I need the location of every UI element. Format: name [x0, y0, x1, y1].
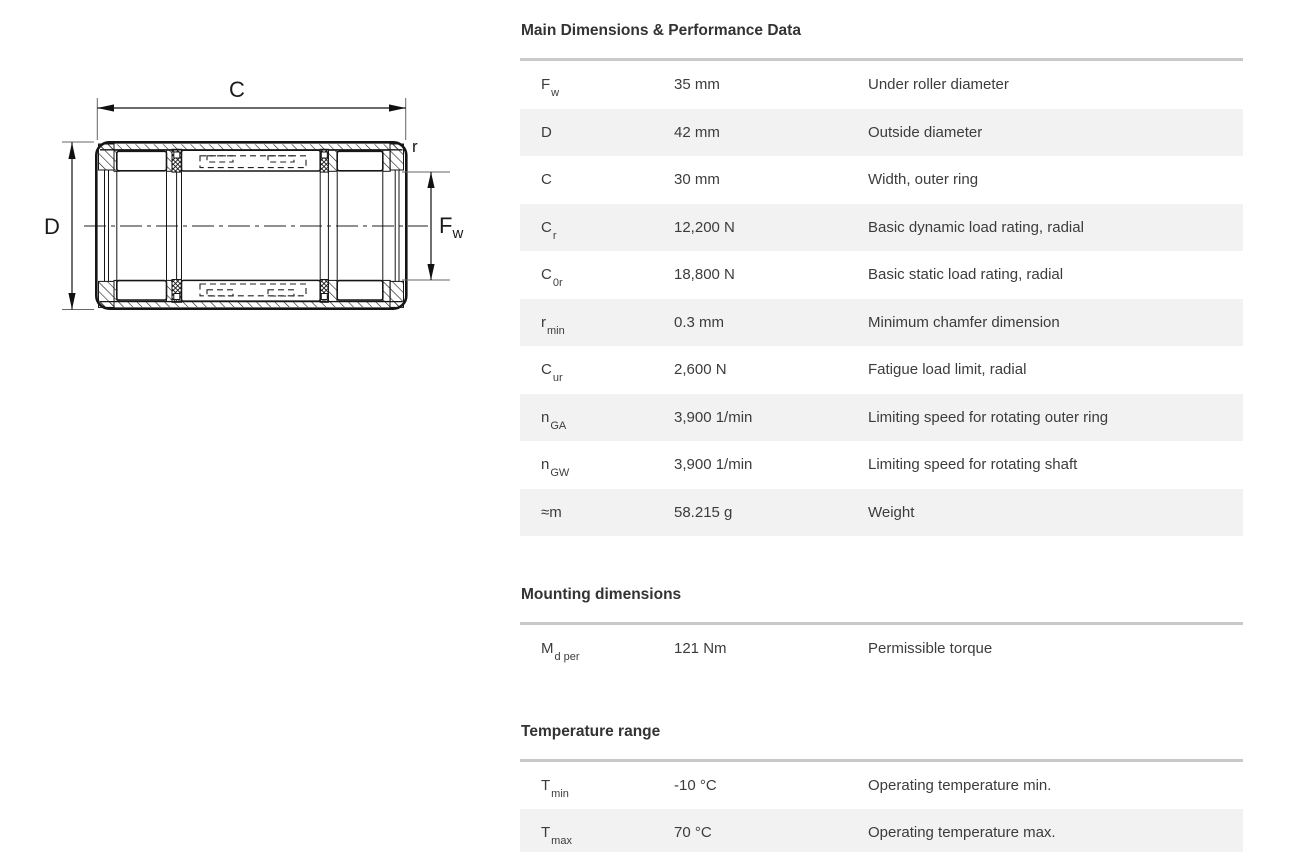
section-title: Mounting dimensions: [521, 586, 682, 603]
spec-description: Operating temperature max.: [868, 824, 1056, 842]
spec-value: 3,900 1/min: [674, 408, 753, 426]
table-row: [520, 299, 1243, 347]
spec-description: Basic dynamic load rating, radial: [868, 218, 1084, 236]
dim-label-bore: F: [439, 213, 453, 238]
spec-value: 2,600 N: [674, 361, 727, 379]
spec-symbol: $C_{0r}$: [541, 266, 563, 290]
spec-rows: [520, 762, 1243, 852]
spec-symbol: $C_r$: [541, 218, 557, 242]
spec-description: Outside diameter: [868, 123, 983, 141]
spec-value: 3,900 1/min: [674, 456, 753, 474]
spec-symbol: D: [541, 123, 552, 141]
section-temperature-range: [520, 673, 1243, 852]
table-row: [520, 61, 1243, 109]
table-row: [520, 346, 1243, 394]
section-title: Main Dimensions & Performance Data: [521, 22, 801, 39]
spec-value: 58.215 g: [674, 503, 733, 521]
spec-symbol: $T_{max}$: [541, 824, 572, 848]
dimension-width: [97, 77, 405, 140]
spec-value: 18,800 N: [674, 266, 735, 284]
section-mounting-dimensions: [520, 536, 1243, 673]
spec-value: 12,200 N: [674, 218, 735, 236]
spec-description: Limiting speed for rotating shaft: [868, 456, 1078, 474]
spec-value: 42 mm: [674, 123, 720, 141]
dim-label-chamfer-radius: r: [412, 137, 418, 156]
spec-value: 121 Nm: [674, 640, 727, 658]
svg-text:Fw: [439, 213, 463, 242]
table-row: [520, 394, 1243, 442]
table-row: [520, 625, 1243, 673]
spec-description: Basic static load rating, radial: [868, 266, 1064, 284]
table-row: [520, 204, 1243, 252]
spec-value: -10 °C: [674, 776, 717, 794]
table-row: [520, 156, 1243, 204]
spec-rows: [520, 61, 1243, 536]
spec-symbol: $M_{d per}$: [541, 640, 580, 664]
spec-symbol: $r_{min}$: [541, 313, 565, 337]
spec-value: 35 mm: [674, 76, 720, 94]
spec-symbol: C: [541, 171, 552, 189]
spec-rows: [520, 625, 1243, 673]
table-row: [520, 762, 1243, 810]
spec-symbol: ≈m: [541, 503, 562, 521]
section-title: Temperature range: [521, 722, 661, 740]
spec-description: Width, outer ring: [868, 171, 979, 189]
spec-description: Limiting speed for rotating outer ring: [868, 408, 1109, 426]
spec-description: Operating temperature min.: [868, 776, 1052, 794]
spec-description: Minimum chamfer dimension: [868, 313, 1060, 331]
spec-description: Permissible torque: [868, 640, 993, 658]
spec-value: 70 °C: [674, 824, 712, 842]
table-row: [520, 489, 1243, 537]
spec-symbol: $C_{ur}$: [541, 361, 563, 385]
spec-symbol: $T_{min}$: [541, 776, 569, 800]
section-main-dimensions: [520, 0, 1243, 536]
dim-label-bore-sub: w: [452, 225, 464, 242]
bearing-cross-section-diagram: [0, 0, 520, 420]
table-row: [520, 109, 1243, 157]
dim-label-outside-diameter: D: [44, 214, 60, 239]
spec-value: 0.3 mm: [674, 313, 725, 331]
spec-symbol: $F_w$: [541, 76, 560, 100]
table-row: [520, 809, 1243, 852]
spec-tables: [520, 0, 1243, 852]
spec-description: Fatigue load limit, radial: [868, 361, 1027, 379]
spec-description: Under roller diameter: [868, 76, 1009, 94]
table-row: [520, 441, 1243, 489]
spec-symbol: $n_{GA}$: [541, 408, 567, 432]
spec-value: 30 mm: [674, 171, 720, 189]
table-row: [520, 251, 1243, 299]
spec-symbol: $n_{GW}$: [541, 456, 570, 480]
spec-description: Weight: [868, 503, 915, 521]
dim-label-width: C: [229, 77, 245, 102]
